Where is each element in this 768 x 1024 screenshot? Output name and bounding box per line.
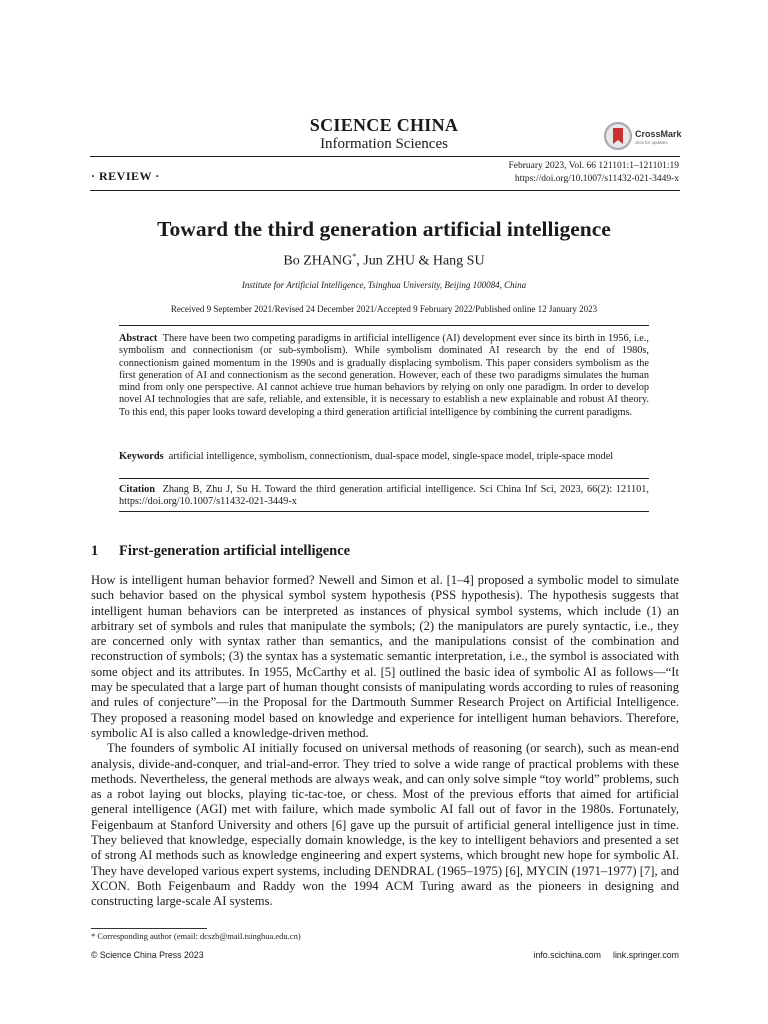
abstract-label: Abstract [119, 333, 158, 344]
keywords-text: artificial intelligence, symbolism, connectionism, dual-space model, single-space model, triple-space model [168, 451, 614, 462]
footer-link-springer[interactable]: link.springer.com [612, 950, 679, 960]
keywords-block [119, 451, 649, 463]
abstract-rule-top [119, 325, 649, 326]
author-list [0, 252, 768, 270]
received-dates: Received 9 September 2021/Revised 24 December 2021/Accepted 9 February 2022/Published online 12 January 2023 [170, 304, 598, 314]
citation-text: Zhang B, Zhu J, Su H. Toward the third generation artificial intelligence. Sci China Inf Sci, 2023, 66(2): 121101, https://doi.org/10.1007/s11432-021-3449-x [119, 484, 649, 508]
section-number: 1 [91, 543, 99, 559]
footnote-rule [91, 928, 207, 929]
journal-name: SCIENCE CHINA [309, 115, 459, 135]
article-type: · REVIEW · [91, 169, 160, 183]
copyright: © Science China Press 2023 [91, 950, 204, 960]
crossmark-icon [604, 122, 632, 150]
footer-links [534, 950, 680, 960]
header-rule-bottom [90, 190, 680, 191]
paragraph: How is intelligent human behavior formed? Newell and Simon et al. [1–4] proposed a symbolic model to simulate such behavior based on the physical symbol system hypothesis (PSS hypothesis). The hypothesis suggests that intelligent human behaviors can be interpreted as instances of physical symbol systems, which include (1) an arbitrary set of symbols and rules that manipulate the symbols; (2) the manipulators are purely syntactic, i.e., they are concerned only with syntax rather than semantics, and the manipulations consist of the combination and reconstruction of symbols; (3) the syntax has a systematic semantic interpretation, i.e., the symbol is associated with some object and its attributes. In 1955, McCarthy et al. [5] outlined the basic idea of symbolic AI as follows—“It may be speculated that a large part of human thought consists of manipulating words according to rules of reasoning and rules of conjecture”—in the Proposal for the Dartmouth Summer Research Project on Artificial Intelligence. They proposed a reasoning model based on knowledge and experience for intelligent human behaviors. Therefore, symbolic AI is also called a knowledge-driven method. [91, 573, 679, 740]
header-rule [90, 156, 680, 157]
keywords-label: Keywords [119, 451, 164, 462]
paper-title: Toward the third generation artificial intelligence [157, 217, 611, 241]
issue-info: February 2023, Vol. 66 121101:1–121101:19 [508, 161, 679, 171]
abstract-text: There have been two competing paradigms in artificial intelligence (AI) development ever since its birth in 1956, i.e., symbolism and connectionism (or sub-symbolism). While symbolism dominated AI research by the end of 1980s, connectionism gained momentum in the 1990s and is gradually displacing symbolism. This paper considers symbolism as the first generation of AI and connectionism as the second generation. However, each of these two paradigms simulates the human mind from only one perspective. AI cannot achieve true human behaviors by relying on only one paradigm. In order to develop novel AI technologies that are safe, reliable, and extensible, it is necessary to establish a new explainable and robust AI theory. To this end, this paper looks toward developing a third generation artificial intelligence by combining the current paradigms. [119, 333, 649, 418]
crossmark-label: CrossMark [635, 129, 682, 139]
abstract-rule-mid [119, 478, 649, 479]
affiliation: Institute for Artificial Intelligence, Tsinghua University, Beijing 100084, China [241, 280, 527, 290]
citation-block [119, 484, 649, 509]
paragraph: The founders of symbolic AI initially focused on universal methods of reasoning (or search), such as mean-end analysis, divide-and-conquer, and trial-and-error. They tried to solve a wide range of practical problems with these methods. Nevertheless, the general methods are always weak, and can only solve simple “toy world” problems, such as a robot laying out blocks, playing tic-tac-toe, or chess. Most of the previous efforts that aimed for artificial general intelligence (AGI) met with failure, which made symbolic AI fall out of favor in the 1980s. Fortunately, Feigenbaum at Stanford University and others [6] gave up the pursuit of artificial general intelligence just in time. They believed that knowledge, especially domain knowledge, is the key to intelligent behaviors and presented a set of strong AI methods such as knowledge engineering and expert systems, which brought new hope for symbolic AI. They have developed various expert systems, including DENDRAL (1965–1975) [6], MYCIN (1971–1977) [7], and XCON. Both Feigenbaum and Raddy won the 1994 ACM Turing award as the pioneers in designing and constructing large-scale AI systems. [91, 741, 679, 909]
issue-meta [509, 160, 679, 186]
doi-link[interactable]: https://doi.org/10.1007/s11432-021-3449-x [514, 174, 679, 184]
author-primary: Bo ZHANG [283, 253, 353, 269]
section-body [91, 573, 679, 910]
crossmark-badge[interactable] [604, 122, 680, 152]
section-heading [91, 543, 350, 560]
corresponding-mark: * [352, 252, 357, 261]
section-title: First-generation artificial intelligence [119, 543, 351, 559]
footnote: * Corresponding author (email: dcszb@mail.tsinghua.edu.cn) [91, 931, 301, 941]
abstract-rule-bottom [119, 511, 649, 512]
author-others: , Jun ZHU & Hang SU [356, 253, 485, 269]
footer-link-scichina[interactable]: info.scichina.com [533, 950, 601, 960]
abstract-block [119, 333, 649, 419]
crossmark-sublabel: click for updates [635, 140, 668, 145]
citation-label: Citation [119, 484, 156, 495]
journal-subtitle: Information Sciences [320, 136, 448, 152]
